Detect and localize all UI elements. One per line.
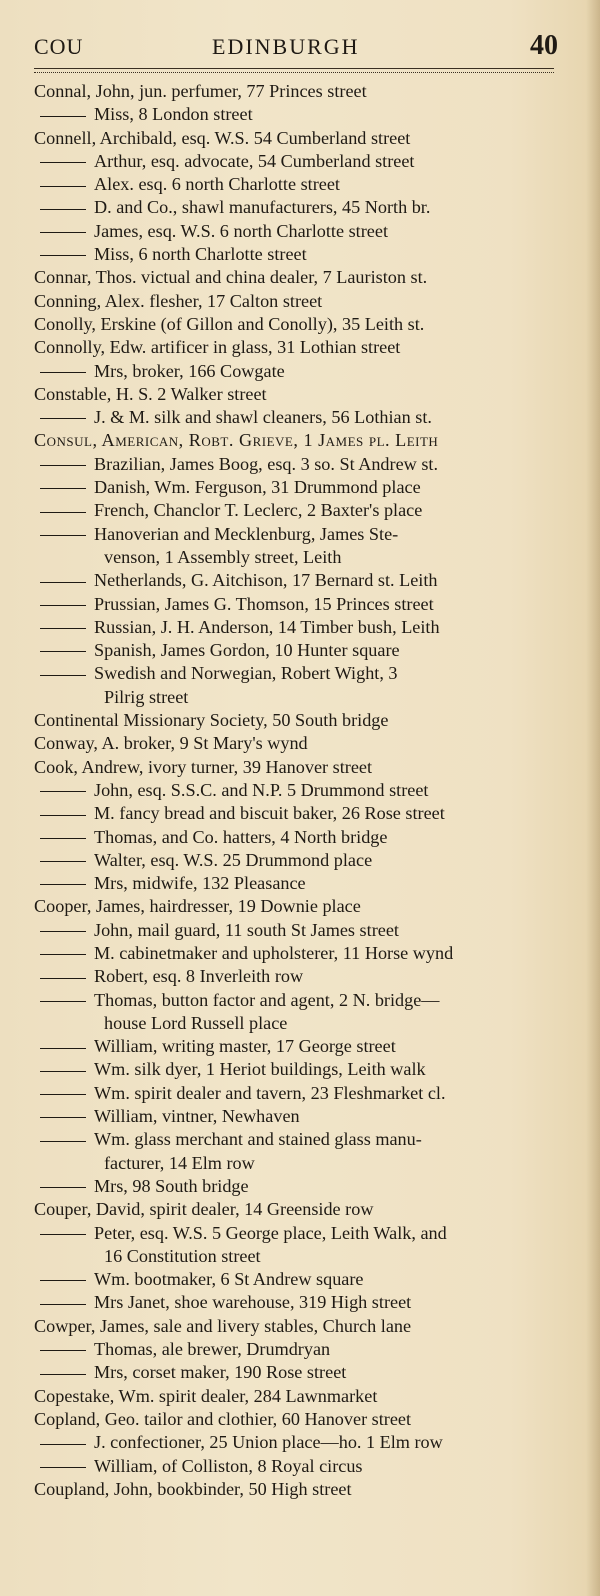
- directory-entry: [34, 1222, 564, 1245]
- entry-text: Swedish and Norwegian, Robert Wight, 3: [94, 663, 398, 684]
- directory-entry: [34, 173, 564, 196]
- ditto-dash: [40, 535, 86, 536]
- entry-text: M. fancy bread and biscuit baker, 26 Rose street: [94, 803, 445, 824]
- directory-entries: [34, 80, 564, 1501]
- entry-text: Consul, American, Robt. Grieve, 1 James pl. Leith: [34, 430, 439, 451]
- entry-text: Russian, J. H. Anderson, 14 Timber bush, Leith: [94, 616, 440, 637]
- directory-entry: [34, 336, 564, 359]
- directory-entry: [34, 313, 564, 336]
- entry-text: Mrs Janet, shoe warehouse, 319 High street: [94, 1292, 412, 1313]
- directory-entry: [34, 406, 564, 429]
- entry-text: Danish, Wm. Ferguson, 31 Drummond place: [94, 477, 421, 498]
- entry-text: Thomas, button factor and agent, 2 N. bridge—: [94, 989, 440, 1010]
- entry-text: house Lord Russell place: [104, 1012, 288, 1033]
- entry-text: Cook, Andrew, ivory turner, 39 Hanover street: [34, 756, 373, 777]
- directory-entry: [34, 1431, 564, 1454]
- entry-text: Copestake, Wm. spirit dealer, 284 Lawnmarket: [34, 1385, 378, 1406]
- directory-entry: [34, 1315, 564, 1338]
- entry-text: Couper, David, spirit dealer, 14 Greenside row: [34, 1199, 374, 1220]
- header-rule: [34, 68, 554, 73]
- ditto-dash: [40, 1234, 86, 1235]
- entry-text: Connolly, Edw. artificer in glass, 31 Lothian street: [34, 337, 401, 358]
- entry-text: Mrs, broker, 166 Cowgate: [94, 360, 285, 381]
- ditto-dash: [40, 1141, 86, 1142]
- ditto-dash: [40, 1467, 86, 1468]
- entry-text: John, mail guard, 11 south St James street: [94, 919, 399, 940]
- entry-text: Netherlands, G. Aitchison, 17 Bernard st. Leith: [94, 570, 438, 591]
- directory-entry: [34, 872, 564, 895]
- directory-entry: [34, 80, 564, 103]
- directory-entry: [34, 103, 564, 126]
- directory-entry: [34, 266, 564, 289]
- ditto-dash: [40, 232, 86, 233]
- entry-text: venson, 1 Assembly street, Leith: [104, 546, 342, 567]
- entry-text: Prussian, James G. Thomson, 15 Princes street: [94, 593, 434, 614]
- ditto-dash: [40, 116, 86, 117]
- entry-text: Cowper, James, sale and livery stables, Church lane: [34, 1315, 412, 1336]
- directory-entry: [34, 1082, 564, 1105]
- ditto-dash: [40, 1094, 86, 1095]
- entry-text: Cooper, James, hairdresser, 19 Downie place: [34, 896, 361, 917]
- directory-entry: [34, 826, 564, 849]
- entry-text: Connal, John, jun. perfumer, 77 Princes street: [34, 81, 367, 101]
- directory-entry: [34, 523, 564, 546]
- directory-entry: [34, 1385, 564, 1408]
- page-edge-shadow: [586, 0, 600, 1596]
- header-page-number: 40: [530, 30, 558, 61]
- ditto-dash: [40, 465, 86, 466]
- directory-entry: [34, 1291, 564, 1314]
- entry-text: D. and Co., shawl manufacturers, 45 North br.: [94, 197, 431, 218]
- directory-entry: [34, 849, 564, 872]
- directory-entry: [34, 243, 564, 266]
- entry-text: Wm. glass merchant and stained glass manu-: [94, 1129, 422, 1150]
- ditto-dash: [40, 791, 86, 792]
- entry-text: Conning, Alex. flesher, 17 Calton street: [34, 290, 323, 311]
- entry-text: 16 Constitution street: [104, 1245, 261, 1266]
- directory-entry: [34, 779, 564, 802]
- directory-entry: [34, 290, 564, 313]
- entry-text: Alex. esq. 6 north Charlotte street: [94, 174, 340, 195]
- directory-entry: [34, 150, 564, 173]
- entry-text: Constable, H. S. 2 Walker street: [34, 383, 267, 404]
- entry-text: Wm. spirit dealer and tavern, 23 Fleshmarket cl.: [94, 1082, 446, 1103]
- ditto-dash: [40, 372, 86, 373]
- ditto-dash: [40, 1187, 86, 1188]
- ditto-dash: [40, 162, 86, 163]
- ditto-dash: [40, 186, 86, 187]
- ditto-dash: [40, 954, 86, 955]
- ditto-dash: [40, 651, 86, 652]
- directory-entry: [34, 1198, 564, 1221]
- ditto-dash: [40, 1117, 86, 1118]
- directory-entry-continuation: [34, 1012, 564, 1035]
- directory-entry: [34, 1058, 564, 1081]
- directory-entry: [34, 360, 564, 383]
- directory-entry: [34, 220, 564, 243]
- directory-entry: [34, 1035, 564, 1058]
- entry-text: Wm. silk dyer, 1 Heriot buildings, Leith walk: [94, 1059, 426, 1080]
- entry-text: William, of Colliston, 8 Royal circus: [94, 1455, 363, 1476]
- directory-entry: [34, 1338, 564, 1361]
- ditto-dash: [40, 1001, 86, 1002]
- entry-text: Connell, Archibald, esq. W.S. 54 Cumberland street: [34, 127, 411, 148]
- entry-text: Mrs, 98 South bridge: [94, 1175, 249, 1196]
- entry-text: Conway, A. broker, 9 St Mary's wynd: [34, 733, 308, 754]
- running-header: [34, 30, 562, 64]
- directory-entry: [34, 499, 564, 522]
- entry-text: Hanoverian and Mecklenburg, James Ste-: [94, 523, 399, 544]
- entry-text: Walter, esq. W.S. 25 Drummond place: [94, 849, 373, 870]
- directory-entry: [34, 476, 564, 499]
- entry-text: French, Chanclor T. Leclerc, 2 Baxter's place: [94, 500, 423, 521]
- ditto-dash: [40, 582, 86, 583]
- entry-text: James, esq. W.S. 6 north Charlotte street: [94, 220, 388, 241]
- ditto-dash: [40, 1304, 86, 1305]
- directory-entry: [34, 1455, 564, 1478]
- entry-text: Robert, esq. 8 Inverleith row: [94, 966, 304, 987]
- entry-text: J. confectioner, 25 Union place—ho. 1 Elm row: [94, 1432, 443, 1453]
- ditto-dash: [40, 1350, 86, 1351]
- ditto-dash: [40, 1048, 86, 1049]
- directory-entry: [34, 569, 564, 592]
- ditto-dash: [40, 418, 86, 419]
- ditto-dash: [40, 628, 86, 629]
- entry-text: J. & M. silk and shawl cleaners, 56 Lothian st.: [94, 407, 432, 428]
- directory-entry-continuation: [34, 686, 564, 709]
- ditto-dash: [40, 978, 86, 979]
- entry-text: Conolly, Erskine (of Gillon and Conolly), 35 Leith st.: [34, 313, 425, 334]
- directory-entry: [34, 1175, 564, 1198]
- ditto-dash: [40, 1444, 86, 1445]
- entry-text: William, writing master, 17 George street: [94, 1036, 396, 1057]
- directory-entry: [34, 756, 564, 779]
- directory-entry: [34, 639, 564, 662]
- directory-entry: [34, 895, 564, 918]
- directory-entry: [34, 1268, 564, 1291]
- entry-text: William, vintner, Newhaven: [94, 1106, 300, 1127]
- ditto-dash: [40, 255, 86, 256]
- entry-text: John, esq. S.S.C. and N.P. 5 Drummond street: [94, 779, 429, 800]
- directory-entry: [34, 616, 564, 639]
- directory-entry: [34, 989, 564, 1012]
- header-catchword: COU: [34, 34, 84, 59]
- directory-entry: [34, 1478, 564, 1501]
- directory-entry: [34, 662, 564, 685]
- ditto-dash: [40, 838, 86, 839]
- entry-text: Arthur, esq. advocate, 54 Cumberland street: [94, 150, 415, 171]
- directory-entry: [34, 127, 564, 150]
- entry-text: Mrs, corset maker, 190 Rose street: [94, 1362, 347, 1383]
- entry-text: Brazilian, James Boog, esq. 3 so. St Andrew st.: [94, 453, 439, 474]
- directory-entry: [34, 429, 564, 452]
- entry-text: Spanish, James Gordon, 10 Hunter square: [94, 640, 400, 661]
- entry-text: Pilrig street: [104, 686, 189, 707]
- entry-text: Coupland, John, bookbinder, 50 High street: [34, 1478, 352, 1499]
- entry-text: Thomas, and Co. hatters, 4 North bridge: [94, 826, 388, 847]
- directory-entry: [34, 383, 564, 406]
- directory-entry: [34, 919, 564, 942]
- entry-text: Wm. bootmaker, 6 St Andrew square: [94, 1269, 364, 1290]
- directory-entry-continuation: [34, 1245, 564, 1268]
- directory-entry: [34, 1361, 564, 1384]
- ditto-dash: [40, 488, 86, 489]
- entry-text: Peter, esq. W.S. 5 George place, Leith Walk, and: [94, 1222, 447, 1243]
- directory-entry: [34, 942, 564, 965]
- ditto-dash: [40, 861, 86, 862]
- directory-entry: [34, 709, 564, 732]
- directory-entry: [34, 1408, 564, 1431]
- ditto-dash: [40, 605, 86, 606]
- ditto-dash: [40, 931, 86, 932]
- directory-entry-continuation: [34, 1152, 564, 1175]
- ditto-dash: [40, 209, 86, 210]
- directory-entry-continuation: [34, 546, 564, 569]
- entry-text: Thomas, ale brewer, Drumdryan: [94, 1339, 331, 1360]
- ditto-dash: [40, 512, 86, 513]
- entry-text: facturer, 14 Elm row: [104, 1152, 255, 1173]
- directory-entry: [34, 732, 564, 755]
- directory-entry: [34, 802, 564, 825]
- ditto-dash: [40, 675, 86, 676]
- entry-text: Copland, Geo. tailor and clothier, 60 Hanover street: [34, 1408, 412, 1429]
- directory-entry: [34, 593, 564, 616]
- directory-entry: [34, 453, 564, 476]
- directory-entry: [34, 196, 564, 219]
- ditto-dash: [40, 1374, 86, 1375]
- entry-text: M. cabinetmaker and upholsterer, 11 Horse wynd: [94, 942, 454, 963]
- entry-text: Mrs, midwife, 132 Pleasance: [94, 873, 306, 894]
- ditto-dash: [40, 815, 86, 816]
- entry-text: Continental Missionary Society, 50 South bridge: [34, 710, 389, 731]
- directory-entry: [34, 1105, 564, 1128]
- entry-text: Miss, 6 north Charlotte street: [94, 244, 307, 265]
- ditto-dash: [40, 884, 86, 885]
- directory-entry: [34, 1128, 564, 1151]
- entry-text: Miss, 8 London street: [94, 104, 253, 125]
- ditto-dash: [40, 1280, 86, 1281]
- ditto-dash: [40, 1071, 86, 1072]
- entry-text: Connar, Thos. victual and china dealer, 7 Lauriston st.: [34, 267, 428, 288]
- directory-entry: [34, 965, 564, 988]
- header-city-title: EDINBURGH: [212, 34, 360, 59]
